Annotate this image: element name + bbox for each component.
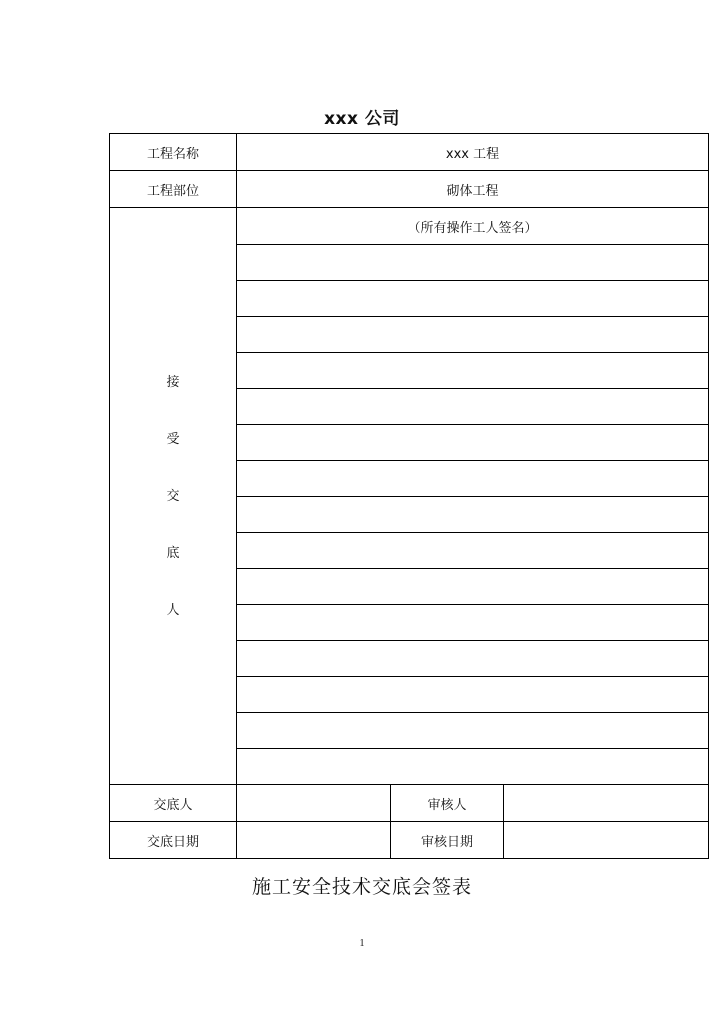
signature-cell[interactable] [237,605,709,641]
signature-cell[interactable] [237,677,709,713]
receiver-label [110,208,237,785]
signoff-table [109,133,709,859]
receiver-label-char: 底 [166,545,180,561]
signature-cell[interactable] [237,245,709,281]
signatures-caption-row [110,208,709,245]
receiver-label-char: 人 [166,602,180,618]
signature-cell[interactable] [237,713,709,749]
signature-cell[interactable] [237,281,709,317]
signature-cell[interactable] [237,317,709,353]
discloser-row [110,785,709,822]
signature-cell[interactable] [237,353,709,389]
signature-cell[interactable] [237,425,709,461]
project-part-row [110,171,709,208]
disclosure-date-label: 交底日期 [110,822,237,859]
receiver-label-char: 受 [166,431,180,447]
receiver-label-char: 接 [166,374,180,390]
project-name-row [110,134,709,171]
disclosure-date-value[interactable] [237,822,391,859]
signature-cell[interactable] [237,497,709,533]
project-name-value[interactable]: xxx 工程 [237,134,709,171]
project-part-label: 工程部位 [110,171,237,208]
signature-cell[interactable] [237,569,709,605]
signature-cell[interactable] [237,461,709,497]
signature-cell[interactable] [237,749,709,785]
signature-cell[interactable] [237,389,709,425]
review-date-value[interactable] [504,822,709,859]
form-title: 施工安全技术交底会签表 [251,876,472,898]
project-name-label: 工程名称 [110,134,237,171]
company-title: xxx 公司 [324,109,400,129]
review-date-label: 审核日期 [391,822,504,859]
signatures-caption: （所有操作工人签名） [237,208,709,245]
page-number: 1 [359,938,365,949]
receiver-label-char: 交 [166,488,180,504]
signature-cell[interactable] [237,533,709,569]
discloser-label: 交底人 [110,785,237,822]
date-row [110,822,709,859]
reviewer-value[interactable] [504,785,709,822]
discloser-value[interactable] [237,785,391,822]
reviewer-label: 审核人 [391,785,504,822]
signature-cell[interactable] [237,641,709,677]
project-part-value[interactable]: 砌体工程 [237,171,709,208]
